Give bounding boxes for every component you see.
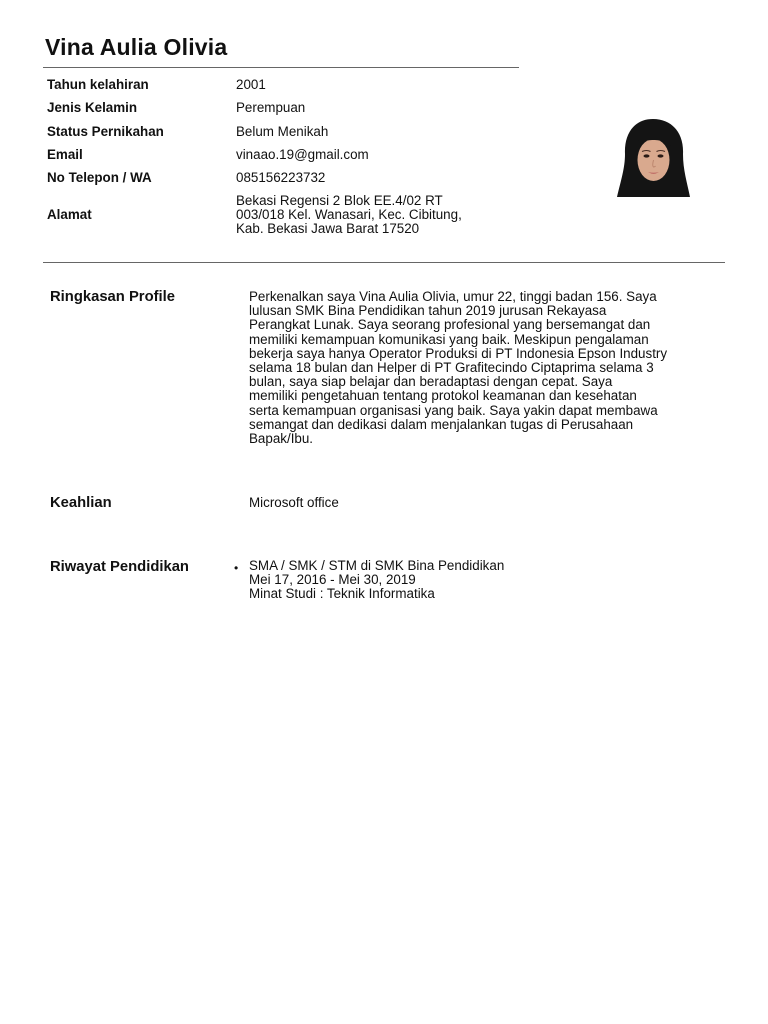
candidate-name: Vina Aulia Olivia bbox=[45, 34, 228, 60]
address-value bbox=[236, 194, 507, 236]
gender-value: Perempuan bbox=[236, 100, 306, 116]
profile-line: Perkenalkan saya Vina Aulia Olivia, umur 22, tinggi badan 156. Saya bbox=[249, 289, 657, 304]
profile-line: bulan, saya siap belajar dan beradaptasi dengan cepat. Saya bbox=[249, 374, 613, 390]
education-major: Minat Studi : Teknik Informatika bbox=[249, 586, 435, 602]
marital-status-value: Belum Menikah bbox=[236, 123, 329, 139]
profile-line: selama 18 bulan dan Helper di PT Grafitecindo Ciptaprima selama 3 bbox=[249, 360, 654, 376]
birth-year-label: Tahun kelahiran bbox=[47, 77, 149, 92]
info-row-email bbox=[47, 148, 507, 162]
phone-label: No Telepon / WA bbox=[47, 170, 152, 186]
address-label: Alamat bbox=[47, 207, 92, 223]
header-divider bbox=[43, 67, 519, 68]
profile-line: memiliki pengetahuan tentang protokol keamanan dan kesehatan bbox=[249, 388, 637, 404]
skills-value: Microsoft office bbox=[249, 495, 339, 510]
birth-year-value: 2001 bbox=[236, 77, 266, 92]
profile-line: semangat dan dedikasi dalam menjalankan tugas di Perusahaan bbox=[249, 416, 634, 432]
profile-photo bbox=[617, 116, 690, 197]
profile-line: lulusan SMK Bina Pendidikan tahun 2019 jurusan Rekayasa bbox=[249, 303, 607, 319]
education-entry bbox=[249, 559, 723, 602]
phone-value: 085156223732 bbox=[236, 170, 326, 186]
info-row-marital-status bbox=[47, 125, 507, 139]
info-row-birth-year bbox=[47, 78, 507, 92]
address-line: Kab. Bekasi Jawa Barat 17520 bbox=[236, 221, 420, 237]
profile-section-label: Ringkasan Profile bbox=[50, 289, 175, 305]
profile-line: Perangkat Lunak. Saya seorang profesional yang bersemangat dan bbox=[249, 317, 651, 333]
address-line: Bekasi Regensi 2 Blok EE.4/02 RT bbox=[236, 193, 443, 209]
profile-line: memiliki kemampuan komunikasi yang baik. Meskipun pengalaman bbox=[249, 331, 649, 347]
education-school: SMA / SMK / STM di SMK Bina Pendidikan bbox=[249, 558, 505, 573]
profile-line: Bapak/Ibu. bbox=[249, 431, 314, 447]
bullet-icon: • bbox=[234, 561, 239, 575]
personal-info bbox=[47, 78, 507, 246]
address-line: 003/018 Kel. Wanasari, Kec. Cibitung, bbox=[236, 207, 462, 223]
skills-section-label: Keahlian bbox=[50, 495, 112, 511]
profile-summary bbox=[249, 290, 723, 446]
info-row-address bbox=[47, 194, 507, 236]
profile-line: serta kemampuan organisasi yang baik. Saya yakin dapat membawa bbox=[249, 402, 658, 418]
info-row-gender bbox=[47, 101, 507, 115]
section-divider bbox=[43, 262, 725, 263]
marital-status-label: Status Pernikahan bbox=[47, 123, 164, 139]
person-photo-icon bbox=[617, 116, 690, 197]
gender-label: Jenis Kelamin bbox=[47, 100, 138, 116]
email-label: Email bbox=[47, 146, 83, 162]
profile-line: bekerja saya hanya Operator Produksi di PT Indonesia Epson Industry bbox=[249, 345, 668, 361]
education-section-label: Riwayat Pendidikan bbox=[50, 559, 189, 575]
email-value: vinaao.19@gmail.com bbox=[236, 146, 369, 162]
education-period: Mei 17, 2016 - Mei 30, 2019 bbox=[249, 572, 416, 588]
info-row-phone bbox=[47, 171, 507, 185]
